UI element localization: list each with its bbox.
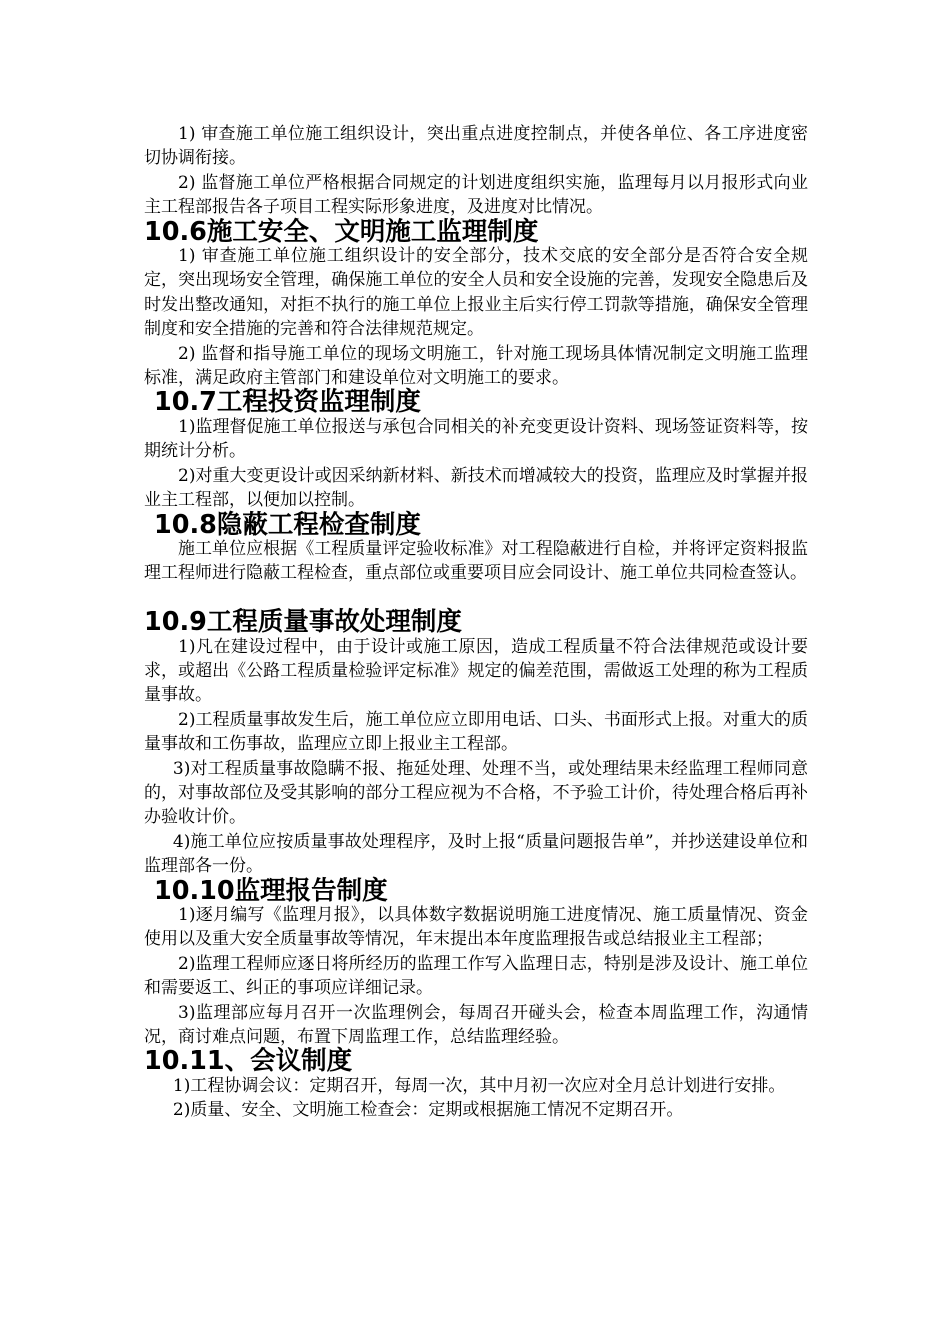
document-page	[144, 122, 808, 1123]
paragraph-10-9-2: 2)工程质量事故发生后，施工单位应立即用电话、口头、书面形式上报。对重大的质量事故和工伤事故，监理应立即上报业主工程部。	[144, 709, 808, 755]
section-heading-10-6: 10.6施工安全、文明施工监理制度	[144, 216, 539, 247]
paragraph-10-10-3: 3)监理部应每月召开一次监理例会，每周召开碰头会，检查本周监理工作，沟通情况，商讨难点问题，布置下周监理工作，总结监理经验。	[144, 1002, 808, 1048]
section-heading-10-8: 10.8隐蔽工程检查制度	[154, 509, 421, 540]
paragraph-10-5-2: 2) 监督施工单位严格根据合同规定的计划进度组织实施，监理每月以月报形式向业主工程部报告各子项目工程实际形象进度，及进度对比情况。	[144, 172, 808, 218]
paragraph-10-10-2: 2)监理工程师应逐日将所经历的监理工作写入监理日志，特别是涉及设计、施工单位和需要返工、纠正的事项应详细记录。	[144, 953, 808, 999]
paragraph-10-7-1: 1)监理督促施工单位报送与承包合同相关的补充变更设计资料、现场签证资料等，按期统计分析。	[144, 416, 808, 462]
paragraph-10-6-1: 1) 审查施工单位施工组织设计的安全部分，技术交底的安全部分是否符合安全规定，突出现场安全管理，确保施工单位的安全人员和安全设施的完善，发现安全隐患后及时发出整改通知，对拒不执行的施工单位上报业主后实行停工罚款等措施，确保安全管理制度和安全措施的完善和符合法律规范规定。	[144, 246, 808, 340]
section-heading-10-9: 10.9工程质量事故处理制度	[144, 607, 462, 638]
paragraph-10-9-3: 3)对工程质量事故隐瞒不报、拖延处理、处理不当，或处理结果未经监理工程师同意的，对事故部位及受其影响的部分工程应视为不合格，不予验工计价，待处理合格后再补办验收计价。	[144, 758, 808, 828]
paragraph-10-9-4: 4)施工单位应按质量事故处理程序，及时上报“质量问题报告单”，并抄送建设单位和监理部各一份。	[144, 831, 808, 877]
paragraph-10-10-1: 1)逐月编写《监理月报》，以具体数字数据说明施工进度情况、施工质量情况、资金使用以及重大安全质量事故等情况，年末提出本年度监理报告或总结报业主工程部；	[144, 904, 808, 950]
section-heading-10-7: 10.7工程投资监理制度	[154, 387, 421, 418]
paragraph-10-5-1: 1) 审查施工单位施工组织设计，突出重点进度控制点，并使各单位、各工序进度密切协调衔接。	[144, 124, 808, 169]
paragraph-10-11-1: 1)工程协调会议：定期召开，每周一次，其中月初一次应对全月总计划进行安排。	[172, 1075, 786, 1096]
paragraph-10-8-1: 施工单位应根据《工程质量评定验收标准》对工程隐蔽进行自检，并将评定资料报监理工程师进行隐蔽工程检查，重点部位或重要项目应会同设计、施工单位共同检查签认。	[144, 538, 808, 584]
paragraph-10-6-2: 2) 监督和指导施工单位的现场文明施工，针对施工现场具体情况制定文明施工监理标准，满足政府主管部门和建设单位对文明施工的要求。	[144, 343, 808, 389]
paragraph-10-11-2: 2)质量、安全、文明施工检查会：定期或根据施工情况不定期召开。	[172, 1100, 684, 1121]
section-heading-10-11: 10.11、会议制度	[144, 1046, 353, 1077]
paragraph-10-9-1: 1)凡在建设过程中，由于设计或施工原因，造成工程质量不符合法律规范或设计要求，或超出《公路工程质量检验评定标准》规定的偏差范围，需做返工处理的称为工程质量事故。	[144, 636, 808, 706]
section-heading-10-10: 10.10监理报告制度	[154, 875, 388, 906]
paragraph-10-7-2: 2)对重大变更设计或因采纳新材料、新技术而增减较大的投资，监理应及时掌握并报业主工程部，以便加以控制。	[144, 465, 808, 511]
